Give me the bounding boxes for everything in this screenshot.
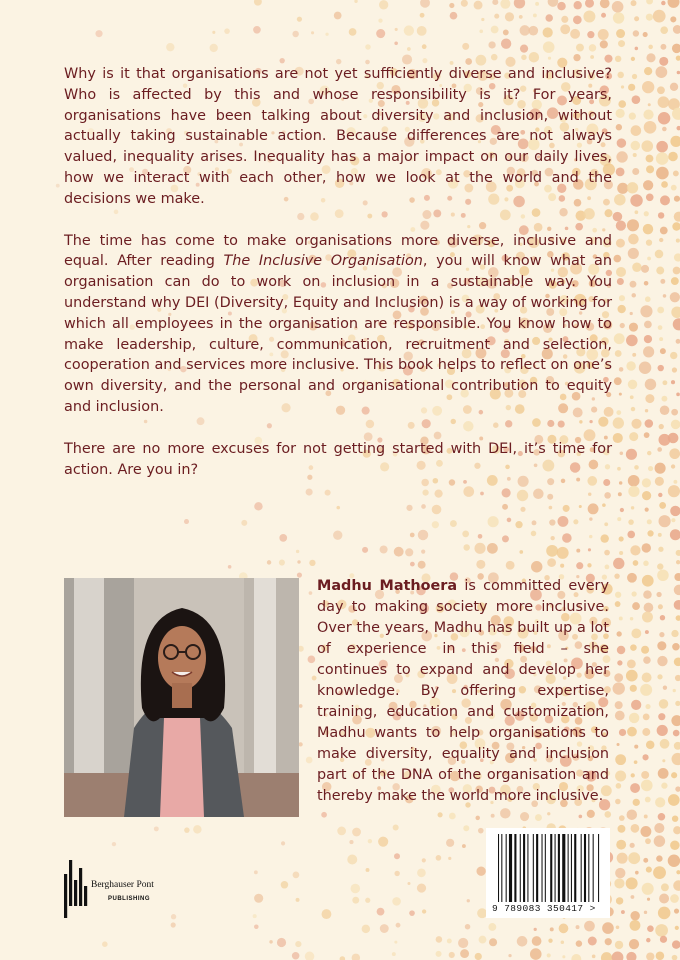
blurb-p2-end: , you will know what an organisation can do to work on inclusion in a sustainable way. You understand why DEI (Diversity, Equity and Inclusion) is a way of working for which all employees in the organisation are responsible. You know how to make leadership, culture, communication, recruitment and selection, cooperation and services more inclusive. This book helps to reflect on one’s own diversity, and the personal and organisational contribution to equity and inclusion. xyxy=(64,253,612,415)
author-bio xyxy=(317,576,609,807)
publisher-tagline: PUBLISHING xyxy=(108,896,151,902)
publisher-logo xyxy=(64,860,204,918)
blurb-p2-start: The time has come to make organisations more diverse, inclusive and equal. After reading xyxy=(64,232,612,270)
isbn-barcode xyxy=(486,828,610,918)
blurb-paragraph-3: There are no more excuses for not getting started with DEI, it’s time for action. Are you in? xyxy=(64,440,612,478)
blurb-paragraph-1: Why is it that organisations are not yet sufficiently diverse and inclusive? Who is affected by this and whose responsibility is it? For years, organisations have been talking about diversity and inclusion, without actually taking sustainable action. Because differences are not always valued, inequality arises. Inequality has a major impact on our daily lives, how we interact with each other, how we look at the world and the decisions we make. xyxy=(64,66,612,207)
back-cover-blurb xyxy=(64,64,612,501)
isbn-number: 9 789083 350417 > xyxy=(492,903,596,914)
author-name: Madhu Mathoera xyxy=(317,578,458,594)
barcode-bars xyxy=(486,828,610,904)
book-title-italic: The Inclusive Organisation xyxy=(223,253,423,270)
blurb-paragraph-2 xyxy=(64,231,612,418)
author-bio-text: is committed every day to making society more inclusive. Over the years, Madhu has built up a lot of experience in this field – she continues to expand and develop her knowledge. By offering expertise, training, education and customization, Madhu wants to help organisations to make diversity, equality and inclusion part of the DNA of the organisation and thereby make the world more inclusive. xyxy=(317,578,609,804)
publisher-name: Berghauser Pont xyxy=(91,880,154,890)
author-photo xyxy=(64,578,299,817)
publisher-logo-bars-icon xyxy=(64,860,94,918)
